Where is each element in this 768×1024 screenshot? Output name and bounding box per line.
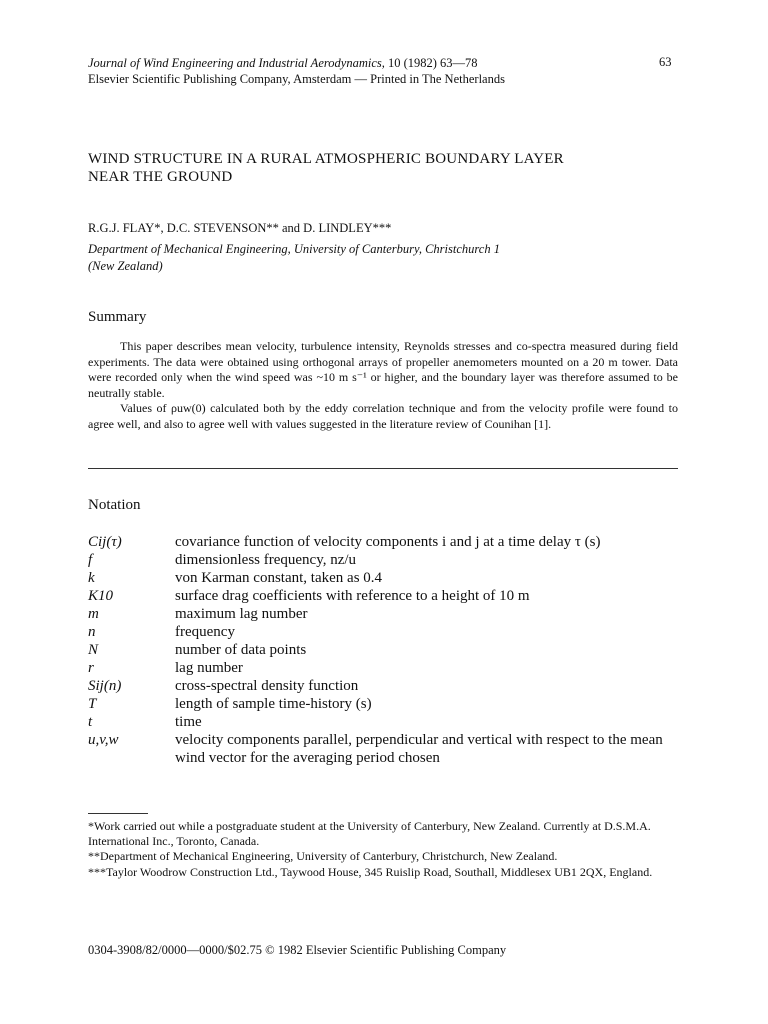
notation-description: maximum lag number [175, 606, 308, 622]
notation-description: length of sample time-history (s) [175, 696, 372, 712]
notation-symbol: m [88, 606, 99, 622]
notation-description: velocity components parallel, perpendicular and vertical with respect to the mean wind vector for the averaging period chosen [175, 732, 663, 766]
footnotes [88, 819, 668, 880]
notation-entry [88, 569, 688, 587]
notation-description: frequency [175, 624, 235, 640]
notation-symbol: K10 [88, 588, 114, 604]
notation-description: lag number [175, 660, 243, 676]
notation-symbol: n [88, 624, 96, 640]
notation-description: time [175, 714, 202, 730]
affiliation-line-1: Department of Mechanical Engineering, University of Canterbury, Christchurch 1 [88, 242, 500, 256]
notation-symbol: r [88, 660, 94, 676]
summary-heading: Summary [88, 309, 147, 325]
notation-heading: Notation [88, 497, 141, 513]
summary-body [88, 339, 678, 433]
notation-symbol: f [88, 552, 93, 568]
title-line-2: NEAR THE GROUND [88, 169, 233, 185]
notation-entry [88, 659, 688, 677]
notation-symbol: Cij(τ) [88, 534, 122, 550]
copyright-line: 0304-3908/82/0000—0000/$02.75 © 1982 Elsevier Scientific Publishing Company [88, 943, 507, 957]
notation-entry [88, 587, 688, 605]
notation-description: surface drag coefficients with reference to a height of 10 m [175, 588, 530, 604]
summary-divider [88, 468, 678, 469]
summary-paragraph-2: Values of ρuw(0) calculated both by the eddy correlation technique and from the velocity profile were found to agree well, and also to agree well with values suggested in the literature review of Counihan [1]. [88, 401, 678, 431]
footnote: *Work carried out while a postgraduate student at the University of Canterbury, New Zealand. Currently at D.S.M.A. International Inc., Toronto, Canada. [88, 819, 651, 849]
affiliation [88, 241, 648, 275]
notation-entry [88, 551, 688, 569]
notation-symbol: N [88, 642, 99, 658]
notation-entry [88, 605, 688, 623]
article-title [88, 150, 688, 186]
page-number: 63 [659, 55, 672, 69]
journal-citation-line [88, 55, 478, 71]
footnote-divider [88, 813, 148, 814]
authors: R.G.J. FLAY*, D.C. STEVENSON** and D. LINDLEY*** [88, 221, 392, 235]
affiliation-line-2: (New Zealand) [88, 259, 163, 273]
notation-description: dimensionless frequency, nz/u [175, 552, 357, 568]
notation-entry [88, 623, 688, 641]
notation-symbol: T [88, 696, 97, 712]
notation-symbol: t [88, 714, 93, 730]
notation-list [88, 533, 688, 767]
notation-description: covariance function of velocity components i and j at a time delay τ (s) [175, 534, 601, 550]
notation-entry [88, 713, 688, 731]
summary-paragraph-1: This paper describes mean velocity, turbulence intensity, Reynolds stresses and co-spectra measured during field experiments. The data were obtained using orthogonal arrays of propeller anemometers mounted on a 20 m tower. Data were recorded only when the wind speed was ~10 m s⁻¹ or higher, and the boundary layer was therefore assumed to be neutrally stable. [88, 339, 678, 400]
notation-entry [88, 641, 688, 659]
notation-entry [88, 731, 688, 767]
notation-symbol: Sij(n) [88, 678, 122, 694]
journal-name: Journal of Wind Engineering and Industrial Aerodynamics, [88, 56, 385, 70]
footnote: ***Taylor Woodrow Construction Ltd., Taywood House, 345 Ruislip Road, Southall, Middlesex UB1 2QX, England. [88, 864, 653, 879]
notation-symbol: k [88, 570, 95, 586]
journal-volume-pages: 10 (1982) 63—78 [387, 56, 478, 70]
notation-entry [88, 695, 688, 713]
publisher-line: Elsevier Scientific Publishing Company, Amsterdam — Printed in The Netherlands [88, 72, 505, 86]
notation-description: number of data points [175, 642, 307, 658]
footnote: **Department of Mechanical Engineering, University of Canterbury, Christchurch, New Zealand. [88, 849, 558, 864]
notation-description: cross-spectral density function [175, 678, 359, 694]
notation-entry [88, 677, 688, 695]
title-line-1: WIND STRUCTURE IN A RURAL ATMOSPHERIC BOUNDARY LAYER [88, 151, 564, 167]
notation-entry [88, 533, 688, 551]
notation-description: von Karman constant, taken as 0.4 [175, 570, 383, 586]
notation-symbol: u,v,w [88, 732, 119, 748]
